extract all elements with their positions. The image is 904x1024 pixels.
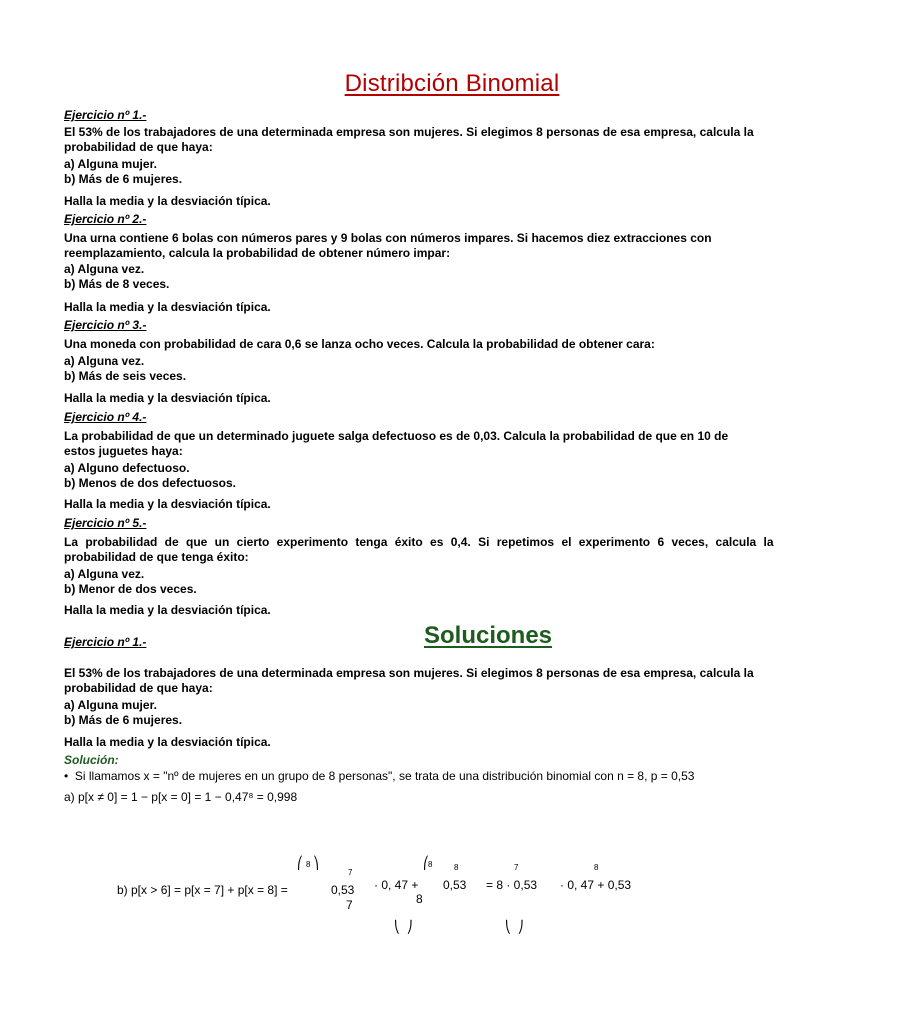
paren-fragment-2: ⎝ ⎠ — [505, 920, 524, 934]
binom-top-1: 8 — [306, 860, 311, 869]
binom-bottom-8: 8 — [416, 892, 423, 906]
equation-b-term4: = 8 · 0,53 — [486, 878, 538, 892]
exercise-5-tail: Halla la media y la desviación típica. — [64, 603, 271, 617]
exercise-3-item-a: a) Alguna vez. — [64, 354, 145, 368]
exercise-5-item-a: a) Alguna vez. — [64, 567, 145, 581]
binom-top-2: 8 — [428, 860, 433, 869]
exercise-5-item-b: b) Menor de dos veces. — [64, 582, 197, 596]
exercise-5-line2: probabilidad de que tenga éxito: — [64, 550, 249, 564]
equation-b-term1: 0,53 — [331, 883, 355, 897]
exercise-3-item-b: b) Más de seis veces. — [64, 369, 187, 383]
solution-1-line1: El 53% de los trabajadores de una determinada empresa son mujeres. Si elegimos 8 personas de esa empresa, calcula la — [64, 666, 754, 680]
exercise-2-item-a: a) Alguna vez. — [64, 262, 145, 276]
exercise-3-heading: Ejercicio nº 3.- — [64, 318, 147, 332]
exercise-5-heading: Ejercicio nº 5.- — [64, 516, 147, 530]
binom-paren-open-2: ⎛ — [423, 856, 429, 870]
equation-b-term2: · 0, 47 + — [374, 878, 419, 892]
exercise-1-line1: El 53% de los trabajadores de una determinada empresa son mujeres. Si elegimos 8 personas de esa empresa, calcula la — [64, 125, 754, 139]
exp-8b: 8 — [454, 863, 459, 872]
exercise-1-item-b: b) Más de 6 mujeres. — [64, 172, 183, 186]
solutions-title: Soluciones — [424, 622, 553, 649]
binom-bottom-7: 7 — [346, 898, 353, 912]
exercise-4-heading: Ejercicio nº 4.- — [64, 410, 147, 424]
exp-7a: 7 — [348, 868, 353, 877]
equation-b-term5: · 0, 47 + 0,53 — [560, 878, 632, 892]
exercise-1-heading: Ejercicio nº 1.- — [64, 108, 147, 122]
exercise-2-tail: Halla la media y la desviación típica. — [64, 300, 271, 314]
exercise-2-line1: Una urna contiene 6 bolas con números pares y 9 bolas con números impares. Si hacemos diez extracciones con — [64, 231, 712, 245]
equation-b-term3: 0,53 — [443, 878, 467, 892]
solucion-label: Solución: — [64, 753, 119, 767]
exp-8d: 8 — [594, 863, 599, 872]
exercise-1-item-a: a) Alguna mujer. — [64, 157, 157, 171]
exercise-1-line2: probabilidad de que haya: — [64, 140, 213, 154]
exercise-4-item-b: b) Menos de dos defectuosos. — [64, 476, 237, 490]
exp-7b: 7 — [514, 863, 519, 872]
exercise-4-line2: estos juguetes haya: — [64, 444, 183, 458]
exercise-2-line2: reemplazamiento, calcula la probabilidad de obtener número impar: — [64, 246, 451, 260]
equation-b-lhs: b) p[x > 6] = p[x = 7] + p[x = 8] = — [117, 883, 288, 897]
exercise-4-item-a: a) Alguno defectuoso. — [64, 461, 190, 475]
paren-fragment-1: ⎝ ⎠ — [394, 920, 413, 934]
page-title: Distribción Binomial — [344, 70, 560, 97]
binom-paren-open-1: ⎛ — [297, 856, 303, 870]
exercise-1-tail: Halla la media y la desviación típica. — [64, 194, 271, 208]
solution-bullet — [64, 769, 694, 784]
bullet-icon: • — [64, 769, 69, 783]
solution-1-item-a: a) Alguna mujer. — [64, 698, 157, 712]
exercise-4-line1: La probabilidad de que un determinado juguete salga defectuoso es de 0,03. Calcula la probabilidad de que en 10 de — [64, 429, 729, 443]
solution-bullet-text: Si llamamos x = "nº de mujeres en un grupo de 8 personas", se trata de una distribución binomial con n = 8, p = 0,53 — [74, 769, 695, 783]
solution-1-tail: Halla la media y la desviación típica. — [64, 735, 271, 749]
solution-1-heading: Ejercicio nº 1.- — [64, 635, 147, 649]
exercise-2-item-b: b) Más de 8 veces. — [64, 277, 170, 291]
equation-a: a) p[x ≠ 0] = 1 − p[x = 0] = 1 − 0,47⁸ = 0,998 — [64, 790, 298, 804]
solution-1-item-b: b) Más de 6 mujeres. — [64, 713, 183, 727]
exercise-3-tail: Halla la media y la desviación típica. — [64, 391, 271, 405]
exercise-2-heading: Ejercicio nº 2.- — [64, 212, 147, 226]
solution-1-line2: probabilidad de que haya: — [64, 681, 213, 695]
binom-paren-close-1: ⎞ — [313, 856, 319, 870]
exercise-3-line1: Una moneda con probabilidad de cara 0,6 se lanza ocho veces. Calcula la probabilidad de obtener cara: — [64, 337, 655, 351]
exercise-5-line1: La probabilidad de que un cierto experimento tenga éxito es 0,4. Si repetimos el experimento 6 veces, calcula la — [64, 535, 774, 549]
exercise-4-tail: Halla la media y la desviación típica. — [64, 497, 271, 511]
